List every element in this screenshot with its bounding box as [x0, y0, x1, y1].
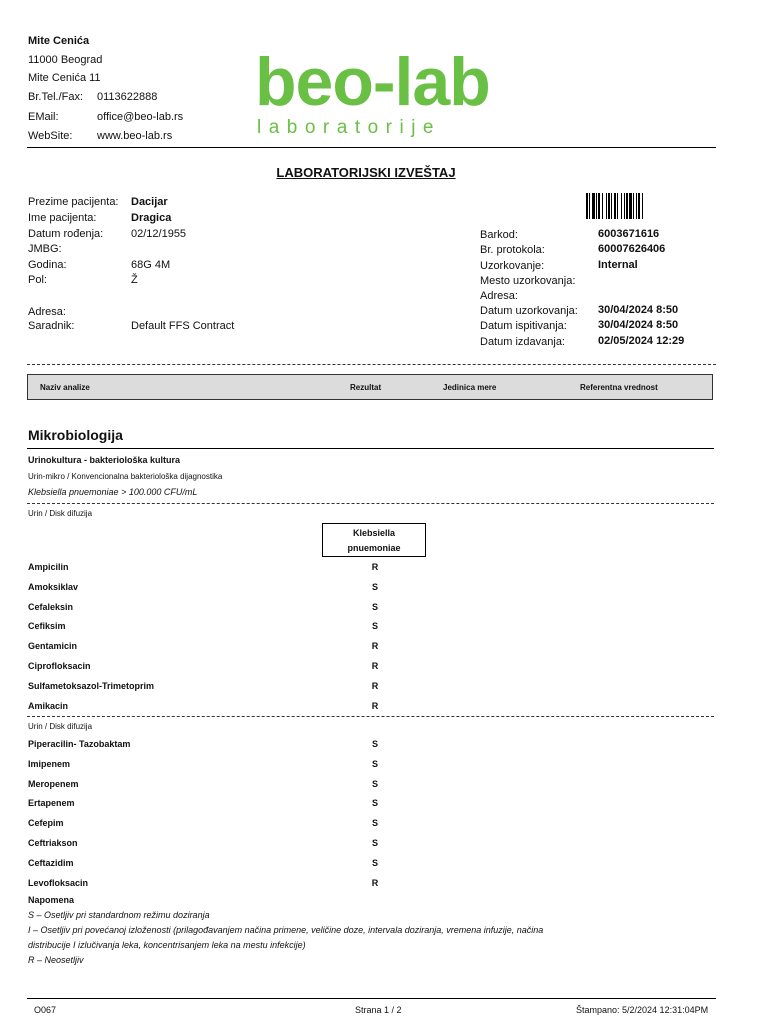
- barcode-image: [586, 193, 674, 219]
- barcode-bar: [624, 193, 625, 219]
- group1-divider: [27, 503, 714, 504]
- barcode-bar: [598, 193, 600, 219]
- dob-value: 02/12/1955: [131, 228, 187, 240]
- barcode-bar: [611, 193, 612, 219]
- sampled-date-value: 30/04/2024 8:50: [598, 304, 679, 316]
- barcode-value: 6003671616: [598, 228, 660, 240]
- antibiotic-name: Ampicilin: [28, 562, 69, 572]
- col-unit: Jedinica mere: [443, 383, 497, 392]
- address-label: Adresa:: [28, 306, 66, 318]
- group2-label: Urin / Disk difuzija: [28, 722, 93, 731]
- antibiotic-name: Amikacin: [28, 700, 69, 711]
- note-title: Napomena: [28, 895, 75, 905]
- report-title: LABORATORIJSKI IZVEŠTAJ: [276, 165, 456, 180]
- email-label: EMail:: [28, 111, 59, 123]
- susceptibility-result: S: [371, 798, 378, 809]
- protocol-value: 60007626406: [598, 243, 666, 255]
- antibiotic-name: Amoksiklav: [28, 581, 79, 592]
- partner-value: Default FFS Contract: [131, 320, 235, 332]
- surname-value: Dacijar: [131, 196, 168, 208]
- protocol-label: Br. protokola:: [480, 244, 545, 256]
- lab-city: 11000 Beograd: [28, 54, 103, 66]
- note-line-4: R – Neosetljiv: [28, 955, 84, 965]
- barcode-bar: [606, 193, 607, 219]
- sampling-address-label: Adresa:: [480, 290, 518, 302]
- susceptibility-result: S: [371, 601, 378, 612]
- jmbg-label: JMBG:: [28, 243, 62, 255]
- barcode-bar: [621, 193, 622, 219]
- sampling-place-label: Mesto uzorkovanja:: [480, 275, 576, 287]
- barcode-bar: [589, 193, 590, 219]
- footer-page: Strana 1 / 2: [355, 1005, 402, 1015]
- barcode-bar: [614, 193, 616, 219]
- antibiotic-name: Ertapenem: [28, 798, 75, 809]
- info-divider: [27, 364, 716, 365]
- barcode-bar: [602, 193, 603, 219]
- beo-lab-logo: beo-lab: [255, 44, 490, 120]
- susceptibility-result: R: [371, 700, 379, 711]
- web-value[interactable]: www.beo-lab.rs: [97, 130, 173, 142]
- organism-header: [322, 523, 426, 557]
- sex-value: Ž: [131, 274, 138, 286]
- susceptibility-result: S: [371, 818, 378, 829]
- note-line-1: S – Osetljiv pri standardnom režimu doziranja: [28, 910, 210, 920]
- antibiotic-name: Levofloksacin: [28, 877, 89, 888]
- name-label: Ime pacijenta:: [28, 212, 97, 224]
- report-title-wrap: [0, 165, 732, 180]
- issued-date-value: 02/05/2024 12:29: [598, 335, 685, 347]
- results-column-header: [27, 374, 713, 400]
- test-finding: Klebsiella pnuemoniae > 100.000 CFU/mL: [28, 487, 198, 497]
- susceptibility-result: S: [371, 758, 378, 769]
- surname-label: Prezime pacijenta:: [28, 196, 119, 208]
- age-value: 68G 4M: [131, 259, 171, 271]
- section-divider: [27, 448, 714, 449]
- barcode-bar: [608, 193, 610, 219]
- barcode-bar: [617, 193, 618, 219]
- footer-code: O067: [34, 1005, 57, 1015]
- antibiotic-name: Sulfametoksazol-Trimetoprim: [28, 680, 155, 691]
- lab-street: Mite Cenića 11: [28, 72, 101, 84]
- sex-label: Pol:: [28, 274, 47, 286]
- organism-line-1: Klebsiella: [352, 528, 396, 538]
- footer-divider: [27, 998, 716, 999]
- group1-label: Urin / Disk difuzija: [28, 509, 93, 518]
- antibiotic-name: Ciprofloksacin: [28, 661, 91, 671]
- barcode-label: Barkod:: [480, 229, 518, 241]
- barcode-bar: [592, 193, 595, 219]
- susceptibility-result: R: [371, 641, 379, 652]
- sampled-date-label: Datum uzorkovanja:: [480, 305, 578, 317]
- col-result: Rezultat: [350, 383, 382, 392]
- susceptibility-result: S: [371, 739, 378, 749]
- antibiotic-name: Cefepim: [28, 818, 64, 829]
- tel-label: Br.Tel./Fax:: [28, 91, 84, 103]
- col-analysis: Naziv analize: [40, 383, 90, 392]
- antibiotic-name: Cefiksim: [28, 621, 66, 632]
- lab-name: Mite Cenića: [28, 35, 90, 47]
- barcode-bar: [586, 193, 588, 219]
- section-title: Mikrobiologija: [28, 427, 123, 443]
- tested-date-label: Datum ispitivanja:: [480, 320, 567, 332]
- tested-date-value: 30/04/2024 8:50: [598, 319, 679, 331]
- test-name: Urinokultura - bakteriološka kultura: [28, 455, 181, 465]
- susceptibility-result: S: [371, 838, 378, 848]
- note-line-2: I – Osetljiv pri povećanoj izloženosti (prilagođavanjem načina primene, veličine doze, intervala doziranja, vremena infuzije, načina: [28, 925, 544, 935]
- barcode-bar: [626, 193, 628, 219]
- antibiotic-name: Meropenem: [28, 778, 79, 789]
- dob-label: Datum rođenja:: [28, 228, 104, 240]
- antibiotic-name: Piperacilin- Tazobaktam: [28, 739, 131, 749]
- barcode-bar: [642, 193, 643, 219]
- age-label: Godina:: [28, 259, 67, 271]
- barcode-bar: [638, 193, 640, 219]
- organism-line-2: pnuemoniae: [347, 543, 401, 553]
- header-divider: [27, 147, 716, 148]
- susceptibility-result: S: [371, 778, 378, 789]
- antibiotic-name: Ceftazidim: [28, 857, 74, 868]
- antibiotic-name: Ceftriakson: [28, 838, 78, 848]
- issued-date-label: Datum izdavanja:: [480, 336, 565, 348]
- susceptibility-result: S: [371, 581, 378, 592]
- antibiotic-name: Cefaleksin: [28, 601, 74, 612]
- col-reference: Referentna vrednost: [580, 383, 658, 392]
- antibiotic-name: Gentamicin: [28, 641, 78, 652]
- antibiotic-name: Imipenem: [28, 758, 71, 769]
- email-value[interactable]: office@beo-lab.rs: [97, 111, 184, 123]
- barcode-bar: [636, 193, 637, 219]
- susceptibility-result: S: [371, 621, 378, 632]
- barcode-bar: [633, 193, 634, 219]
- sampling-label: Uzorkovanje:: [480, 260, 545, 272]
- sampling-value: Internal: [598, 259, 638, 271]
- tel-value: 0113622888: [97, 91, 158, 103]
- barcode-bar: [629, 193, 632, 219]
- name-value: Dragica: [131, 212, 172, 224]
- web-label: WebSite:: [28, 130, 73, 142]
- test-method: Urin-mikro / Konvencionalna bakteriološka dijagnostika: [28, 472, 223, 481]
- note-line-3: distribucije I izlučivanja leka, koncentrisanjem leka na mestu infekcije): [28, 940, 306, 950]
- logo-subtitle: laboratorije: [257, 117, 441, 138]
- susceptibility-result: R: [371, 562, 379, 572]
- susceptibility-result: R: [371, 877, 379, 888]
- group2-divider: [27, 716, 714, 717]
- partner-label: Saradnik:: [28, 320, 75, 332]
- barcode-bar: [596, 193, 597, 219]
- susceptibility-result: R: [371, 680, 379, 691]
- susceptibility-result: S: [371, 857, 378, 868]
- footer-printed: Štampano: 5/2/2024 12:31:04PM: [576, 1005, 709, 1015]
- susceptibility-result: R: [371, 661, 379, 671]
